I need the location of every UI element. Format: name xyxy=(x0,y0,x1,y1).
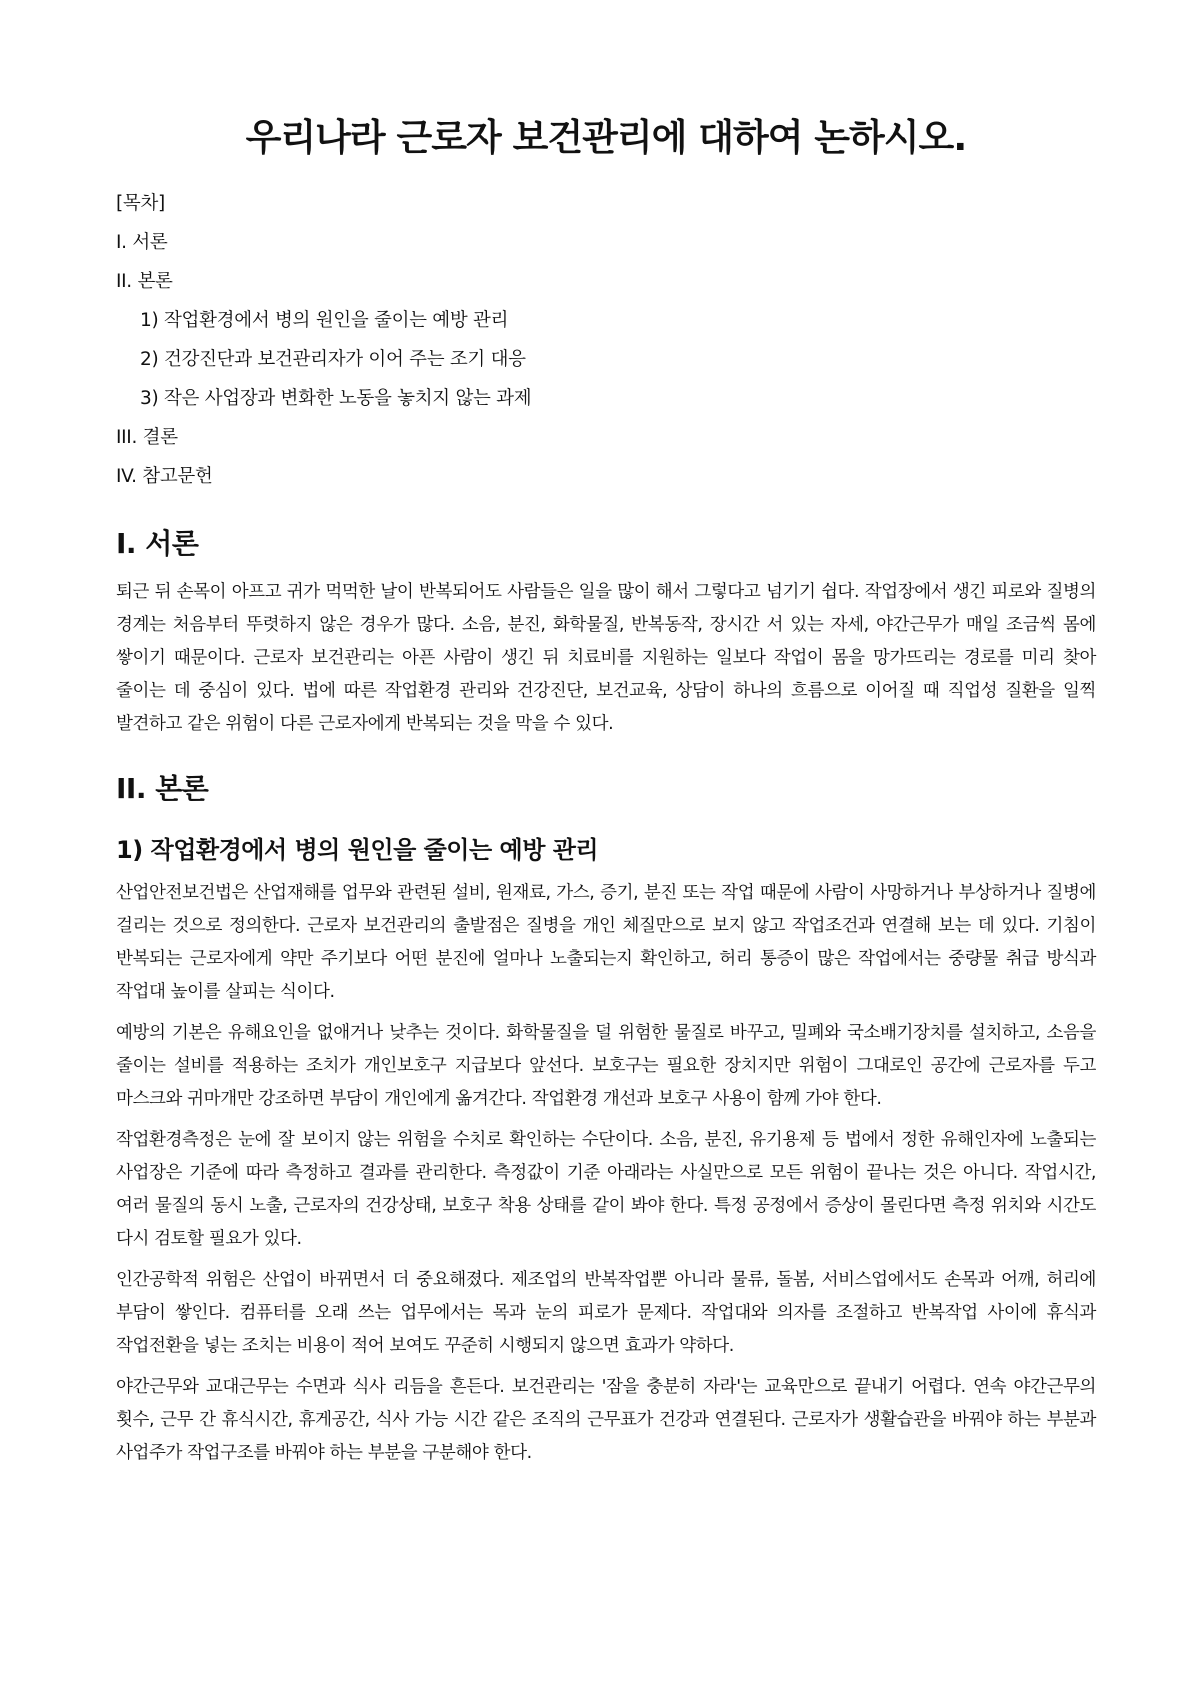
section-heading-introduction: I. 서론 xyxy=(116,527,199,560)
body-paragraph: 인간공학적 위험은 산업이 바뀌면서 더 중요해졌다. 제조업의 반복작업뿐 아니라 물류, 돌봄, 서비스업에서도 손목과 어깨, 허리에 부담이 쌓인다. 컴퓨터를 오래 쓰는 업무에서는 목과 눈의 피로가 문제다. 작업대와 의자를 조절하고 반복작업 사이에 휴식과 작업전환을 넣는 조치는 비용이 적어 보여도 꾸준히 시행되지 않으면 효과가 약하다. xyxy=(116,1270,1096,1356)
toc-label: [목차] xyxy=(116,193,165,214)
toc-item: I. 서론 xyxy=(116,232,168,253)
toc-subitem: 2) 건강진단과 보건관리자가 이어 주는 조기 대응 xyxy=(140,349,526,370)
toc-item: III. 결론 xyxy=(116,427,178,448)
section-heading-body: II. 본론 xyxy=(116,772,209,805)
document-title: 우리나라 근로자 보건관리에 대하여 논하시오. xyxy=(245,116,967,159)
body-paragraph: 작업환경측정은 눈에 잘 보이지 않는 위험을 수치로 확인하는 수단이다. 소음, 분진, 유기용제 등 법에서 정한 유해인자에 노출되는 사업장은 기준에 따라 측정하고 결과를 관리한다. 측정값이 기준 아래라는 사실만으로 모든 위험이 끝나는 것은 아니다. 작업시간, 여러 물질의 동시 노출, 근로자의 건강상태, 보호구 착용 상태를 같이 봐야 한다. 특정 공정에서 증상이 몰린다면 측정 위치와 시간도 다시 검토할 필요가 있다. xyxy=(116,1130,1096,1249)
toc-subitem: 1) 작업환경에서 병의 원인을 줄이는 예방 관리 xyxy=(140,310,509,331)
table-of-contents xyxy=(116,184,1096,496)
body-paragraph: 산업안전보건법은 산업재해를 업무와 관련된 설비, 원재료, 가스, 증기, 분진 또는 작업 때문에 사람이 사망하거나 부상하거나 질병에 걸리는 것으로 정의한다. 근로자 보건관리의 출발점은 질병을 개인 체질만으로 보지 않고 작업조건과 연결해 보는 데 있다. 기침이 반복되는 근로자에게 약만 주기보다 어떤 분진에 얼마나 노출되는지 확인하고, 허리 통증이 많은 작업에서는 중량물 취급 방식과 작업대 높이를 살피는 식이다. xyxy=(116,883,1096,1002)
body-paragraph: 야간근무와 교대근무는 수면과 식사 리듬을 흔든다. 보건관리는 '잠을 충분히 자라'는 교육만으로 끝내기 어렵다. 연속 야간근무의 횟수, 근무 간 휴식시간, 휴게공간, 식사 가능 시간 같은 조직의 근무표가 건강과 연결된다. 근로자가 생활습관을 바꿔야 하는 부분과 사업주가 작업구조를 바꿔야 하는 부분을 구분해야 한다. xyxy=(116,1377,1096,1463)
toc-subitem: 3) 작은 사업장과 변화한 노동을 놓치지 않는 과제 xyxy=(140,388,532,409)
toc-item: IV. 참고문헌 xyxy=(116,466,213,487)
body-paragraph: 예방의 기본은 유해요인을 없애거나 낮추는 것이다. 화학물질을 덜 위험한 물질로 바꾸고, 밀폐와 국소배기장치를 설치하고, 소음을 줄이는 설비를 적용하는 조치가 개인보호구 지급보다 앞선다. 보호구는 필요한 장치지만 위험이 그대로인 공간에 근로자를 두고 마스크와 귀마개만 강조하면 부담이 개인에게 옮겨간다. 작업환경 개선과 보호구 사용이 함께 가야 한다. xyxy=(116,1023,1096,1109)
introduction-paragraph: 퇴근 뒤 손목이 아프고 귀가 먹먹한 날이 반복되어도 사람들은 일을 많이 해서 그렇다고 넘기기 쉽다. 작업장에서 생긴 피로와 질병의 경계는 처음부터 뚜렷하지 않은 경우가 많다. 소음, 분진, 화학물질, 반복동작, 장시간 서 있는 자세, 야간근무가 매일 조금씩 몸에 쌓이기 때문이다. 근로자 보건관리는 아픈 사람이 생긴 뒤 치료비를 지원하는 일보다 작업이 몸을 망가뜨리는 경로를 미리 찾아 줄이는 데 중심이 있다. 법에 따른 작업환경 관리와 건강진단, 보건교육, 상담이 하나의 흐름으로 이어질 때 직업성 질환을 일찍 발견하고 같은 위험이 다른 근로자에게 반복되는 것을 막을 수 있다. xyxy=(116,582,1096,734)
subsection-heading-prevention: 1) 작업환경에서 병의 원인을 줄이는 예방 관리 xyxy=(116,836,599,864)
toc-item: II. 본론 xyxy=(116,271,173,292)
